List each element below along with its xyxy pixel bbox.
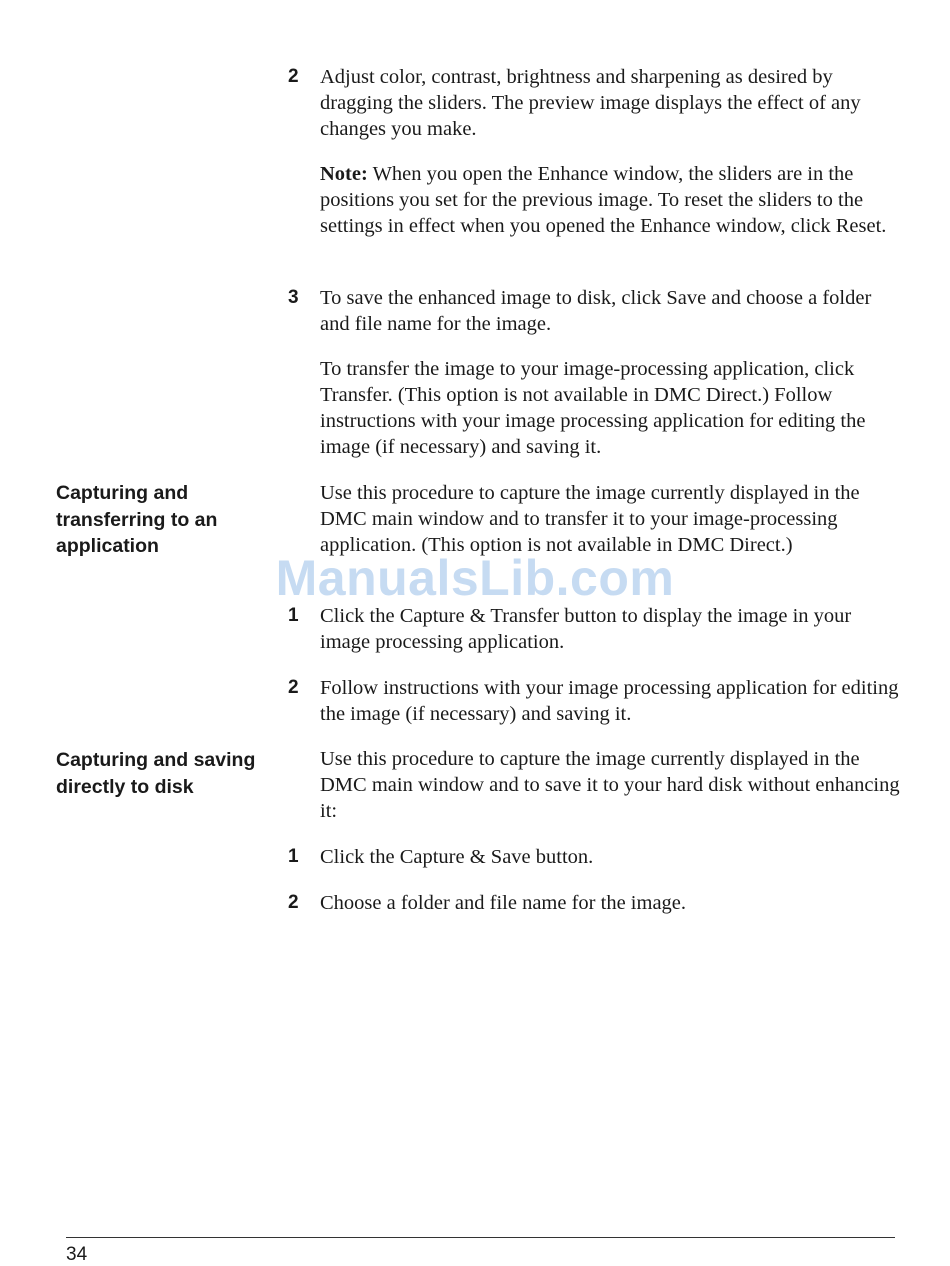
page-number: 34 — [66, 1244, 88, 1265]
section-heading-save: Capturing and saving directly to disk — [56, 749, 256, 798]
step-number: 3 — [288, 287, 299, 308]
step-text: Choose a folder and file name for the image. — [320, 892, 687, 914]
step-number: 2 — [288, 66, 299, 87]
note-label: Note: — [320, 163, 368, 185]
section-intro-save: Use this procedure to capture the image currently displayed in the DMC main window and to save it to your hard disk without enhancing it: — [320, 748, 900, 822]
footer-rule — [66, 1237, 895, 1238]
step-text: Click the Capture & Save button. — [320, 846, 594, 868]
watermark: ManualsLib.com — [275, 550, 675, 606]
section-heading-transfer: Capturing and transferring to an application — [56, 482, 218, 557]
step-number: 1 — [288, 846, 299, 867]
section-intro-transfer: Use this procedure to capture the image currently displayed in the DMC main window and to transfer it to your image-processing application. (This option is not available in DMC Direct.) — [320, 482, 860, 556]
step-text: Adjust color, contrast, brightness and sharpening as desired by dragging the sliders. The preview image displays the effect of any changes you make. — [320, 66, 861, 140]
step-number: 2 — [288, 892, 299, 913]
step-text: Follow instructions with your image processing application for editing the image (if necessary) and saving it. — [320, 677, 899, 725]
step-text: Click the Capture & Transfer button to display the image in your image processing application. — [320, 605, 852, 653]
note-paragraph — [320, 161, 900, 239]
transfer-paragraph: To transfer the image to your image-processing application, click Transfer. (This option is not available in DMC Direct.) Follow instructions with your image processing application for editing the image (if necessary) and saving it. — [320, 358, 866, 458]
step-number: 1 — [288, 605, 299, 626]
step-text: To save the enhanced image to disk, click Save and choose a folder and file name for the image. — [320, 287, 872, 335]
step-number: 2 — [288, 677, 299, 698]
note-text: When you open the Enhance window, the sliders are in the positions you set for the previous image. To reset the sliders to the settings in effect when you opened the Enhance window, click Reset. — [320, 163, 887, 237]
